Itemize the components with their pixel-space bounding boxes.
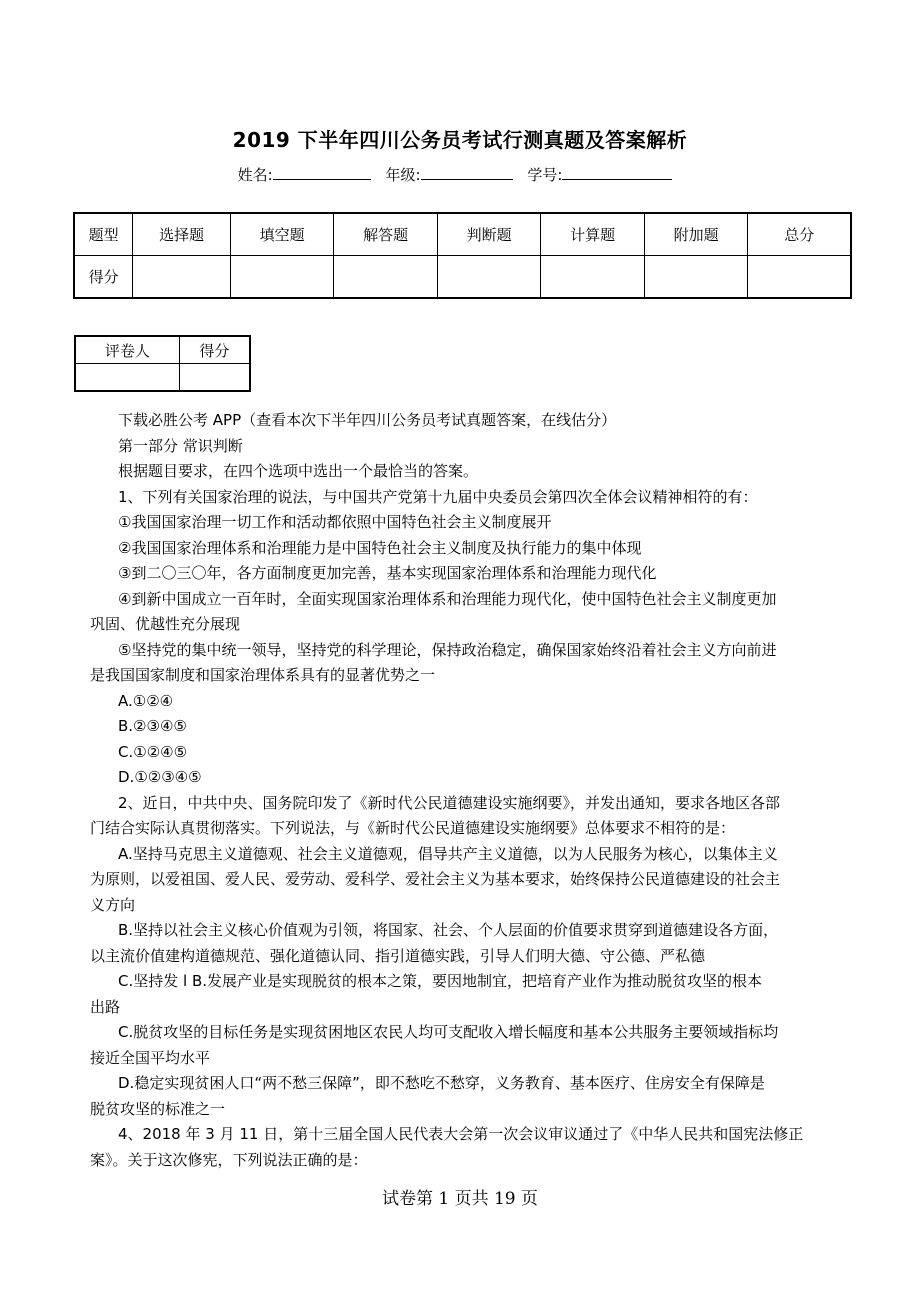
- score-header: 得分: [179, 336, 250, 364]
- paragraph: [90, 1122, 850, 1173]
- paragraph: [90, 842, 850, 919]
- grader-cell[interactable]: [75, 364, 179, 392]
- grader-header: 评卷人: [75, 336, 179, 364]
- paragraph: [90, 459, 850, 485]
- document-title: 2019 下半年四川公务员考试行测真题及答案解析: [232, 128, 688, 152]
- text-line: ②我国国家治理体系和治理能力是中国特色社会主义制度及执行能力的集中体现: [118, 538, 642, 557]
- score-cell[interactable]: [748, 256, 851, 299]
- score-cell[interactable]: [437, 256, 541, 299]
- text-line: ③到二〇三〇年，各方面制度更加完善，基本实现国家治理体系和治理能力现代化: [118, 564, 657, 582]
- text-line: 下载必胜公考 APP（查看本次下半年四川公务员考试真题答案，在线估分）: [118, 411, 617, 429]
- paragraph: [90, 791, 850, 842]
- score-cell[interactable]: [230, 256, 334, 299]
- grader-row: [75, 364, 250, 392]
- text-line: 出路: [90, 997, 121, 1016]
- paragraph: [90, 587, 850, 638]
- id-label: 学号:: [527, 166, 563, 184]
- score-cell[interactable]: [644, 256, 748, 299]
- text-line: B.②③④⑤: [118, 717, 187, 735]
- text-line: 义方向: [90, 895, 136, 914]
- text-line: B.坚持以社会主义核心价值观为引领，将国家、社会、个人层面的价值要求贯穿到道德建设各方面，: [118, 921, 779, 939]
- text-line: 案》。关于这次修宪，下列说法正确的是：: [90, 1150, 368, 1169]
- score-row: [74, 256, 851, 299]
- text-line: 4、2018 年 3 月 11 日，第十三届全国人民代表大会第一次会议审议通过了《中华人民共和国宪法修正: [118, 1125, 804, 1143]
- paragraph: [90, 1020, 850, 1071]
- paragraph: [90, 918, 850, 969]
- text-line: 为原则，以爱祖国、爱人民、爱劳动、爱科学、爱社会主义为基本要求，始终保持公民道德建设的社会主: [90, 870, 781, 888]
- score-header-cell: 题型: [74, 213, 133, 256]
- paragraph: [90, 536, 850, 562]
- score-cell[interactable]: [541, 256, 645, 299]
- score-header-cell: 填空题: [230, 213, 334, 256]
- paragraph: [90, 1071, 850, 1122]
- name-field[interactable]: [273, 165, 371, 180]
- paragraph: [90, 638, 850, 689]
- text-line: 是我国国家制度和国家治理体系具有的显著优势之一: [90, 666, 436, 684]
- score-header-cell: 计算题: [541, 213, 645, 256]
- text-line: 接近全国平均水平: [90, 1048, 211, 1067]
- text-line: ⑤坚持党的集中统一领导，坚持党的科学理论，保持政治稳定，确保国家始终沿着社会主义方向前进: [118, 640, 777, 659]
- text-line: ④到新中国成立一百年时，全面实现国家治理体系和治理能力现代化，使中国特色社会主义制度更加: [118, 589, 777, 608]
- text-line: A.①②④: [118, 691, 174, 710]
- paragraph: [90, 969, 850, 1020]
- text-line: D.稳定实现贫困人口“两不愁三保障”，即不愁吃不愁穿，义务教育、基本医疗、住房安全有保障是: [118, 1074, 765, 1092]
- score-header-cell: 解答题: [334, 213, 438, 256]
- document-body: [90, 408, 850, 1173]
- score-cell[interactable]: [133, 256, 231, 299]
- grader-header-row: [75, 336, 250, 364]
- score-header-cell: 附加题: [644, 213, 748, 256]
- text-line: A.坚持马克思主义道德观、社会主义道德观，倡导共产主义道德，以为人民服务为核心，以集体主义: [118, 844, 778, 863]
- id-field[interactable]: [562, 165, 672, 180]
- paragraph: [90, 689, 850, 715]
- student-info: [0, 164, 920, 185]
- text-line: D.①②③④⑤: [118, 768, 202, 786]
- text-line: 脱贫攻坚的标准之一: [90, 1099, 226, 1118]
- grader-score-cell[interactable]: [179, 364, 250, 392]
- paragraph: [90, 561, 850, 587]
- text-line: 门结合实际认真贯彻落实。下列说法，与《新时代公民道德建设实施纲要》总体要求不相符的是：: [90, 819, 736, 837]
- score-cell[interactable]: [334, 256, 438, 299]
- text-line: ①我国国家治理一切工作和活动都依照中国特色社会主义制度展开: [118, 513, 552, 531]
- grader-table: [74, 335, 251, 392]
- grade-label: 年级:: [385, 166, 421, 184]
- name-label: 姓名:: [237, 166, 273, 184]
- text-line: 2、近日，中共中央、国务院印发了《新时代公民道德建设实施纲要》，并发出通知，要求各地区各部: [118, 793, 781, 812]
- text-line: C.①②④⑤: [118, 742, 188, 761]
- score-header-cell: 选择题: [133, 213, 231, 256]
- paragraph: [90, 485, 850, 511]
- paragraph: [90, 740, 850, 766]
- text-line: 以主流价值建构道德规范、强化道德认同、指引道德实践，引导人们明大德、守公德、严私德: [90, 946, 706, 965]
- paragraph: [90, 510, 850, 536]
- score-table: [73, 212, 852, 299]
- score-header-cell: 总分: [748, 213, 851, 256]
- text-line: 巩固、优越性充分展现: [90, 615, 241, 633]
- paragraph: [90, 408, 850, 434]
- grade-field[interactable]: [421, 165, 513, 180]
- page-footer: 试卷第 1 页共 19 页: [381, 1189, 539, 1209]
- text-line: 根据题目要求，在四个选项中选出一个最恰当的答案。: [118, 462, 479, 480]
- score-row-label: 得分: [74, 256, 133, 299]
- paragraph: [90, 765, 850, 791]
- paragraph: [90, 714, 850, 740]
- text-line: 第一部分 常识判断: [118, 436, 243, 455]
- text-line: C.脱贫攻坚的目标任务是实现贫困地区农民人均可支配收入增长幅度和基本公共服务主要领域指标均: [118, 1023, 779, 1041]
- paragraph: [90, 434, 850, 460]
- text-line: 1、下列有关国家治理的说法，与中国共产党第十九届中央委员会第四次全体会议精神相符的有：: [118, 487, 758, 506]
- score-header-cell: 判断题: [437, 213, 541, 256]
- score-header-row: [74, 213, 851, 256]
- text-line: C.坚持发 l B.发展产业是实现脱贫的根本之策，要因地制宜，把培育产业作为推动脱贫攻坚的根本: [118, 972, 763, 990]
